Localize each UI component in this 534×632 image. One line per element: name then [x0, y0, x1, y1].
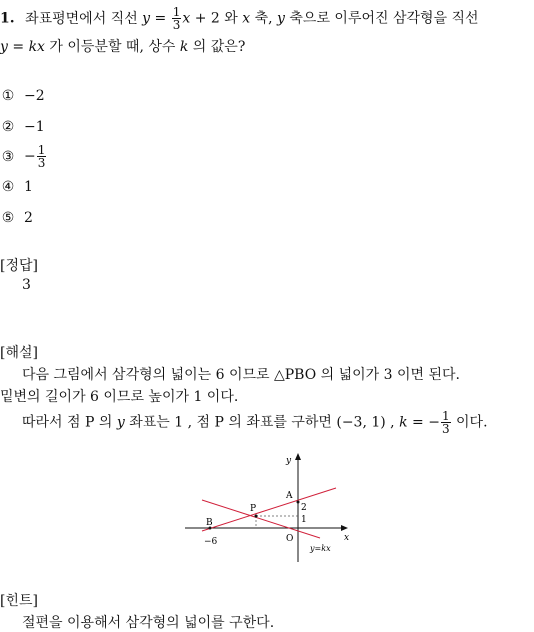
- choice-marker: ⑤: [1, 210, 15, 226]
- problem-number: 1.: [0, 10, 15, 27]
- choice-marker: ④: [1, 179, 15, 195]
- explanation-text: 좌표는 1 , 점 P 의 좌표를 구하면 (−3, 1) ,: [124, 414, 400, 431]
- problem-text: 좌표평면에서 직선: [25, 10, 143, 27]
- math-var: y: [116, 414, 125, 431]
- fraction: [441, 410, 451, 435]
- choice-2[interactable]: [0, 119, 45, 135]
- label-o: O: [286, 534, 294, 544]
- fraction-denominator: 3: [37, 156, 46, 170]
- math-op: = −: [407, 414, 440, 431]
- math-var: y: [142, 10, 151, 27]
- problem-text: 가 이등분할 때, 상수: [44, 39, 180, 55]
- point-p: [255, 515, 258, 518]
- choice-3[interactable]: [0, 144, 47, 169]
- choice-1[interactable]: [0, 88, 45, 104]
- hint-text: 절편을 이용해서 삼각형의 넓이를 구한다.: [22, 615, 275, 631]
- fraction: [37, 144, 47, 169]
- explanation-text: 이다.: [451, 414, 488, 431]
- problem-line-1: [0, 6, 479, 31]
- answer-value: 3: [22, 277, 31, 293]
- choice-sign: −: [24, 148, 36, 165]
- math-var: k: [399, 414, 408, 431]
- x-axis-arrow: [341, 525, 348, 531]
- fraction-numerator: 1: [37, 143, 46, 157]
- math-var: k: [179, 39, 189, 55]
- explanation-label: [해설]: [0, 345, 38, 361]
- math-op: =: [150, 10, 171, 27]
- tick-label-2: 2: [301, 503, 307, 513]
- math-var: y: [0, 39, 8, 55]
- math-op: =: [7, 39, 29, 55]
- y-axis-arrow: [295, 453, 301, 460]
- line-label-y-kx: y=kx: [310, 544, 331, 553]
- choice-4[interactable]: [0, 179, 33, 195]
- choice-value: 2: [24, 210, 33, 226]
- tick-label-neg6: −6: [204, 537, 218, 547]
- math-var: x: [242, 10, 251, 27]
- coordinate-figure: [180, 450, 360, 570]
- fraction-numerator: 1: [172, 5, 181, 19]
- explanation-p2: 밑변의 길이가 6 이므로 높이가 1 이다.: [0, 389, 239, 405]
- choice-value: 1: [24, 179, 33, 195]
- hint-label: [힌트]: [0, 593, 38, 609]
- explanation-p3: [22, 410, 488, 435]
- fraction-denominator: 3: [441, 422, 450, 436]
- x-axis-label: x: [344, 533, 350, 543]
- problem-text: 축으로 이루어진 삼각형을 직선: [284, 10, 479, 27]
- explanation-p1: 다음 그림에서 삼각형의 넓이는 6 이므로 △PBO 의 넓이가 3 이면 된다.: [22, 367, 461, 383]
- problem-text: + 2 와: [190, 10, 243, 27]
- problem-text: 의 값은?: [188, 39, 246, 55]
- label-b: B: [206, 518, 213, 528]
- math-var: kx: [28, 39, 45, 55]
- choice-marker: ①: [1, 88, 15, 104]
- fraction-numerator: 1: [441, 409, 450, 423]
- choice-value: −2: [24, 88, 45, 104]
- choice-value: −1: [24, 119, 45, 135]
- math-var: y: [277, 10, 285, 27]
- problem-text: 축,: [250, 10, 278, 27]
- choice-marker: ②: [1, 119, 15, 135]
- y-axis-label: y: [286, 456, 292, 466]
- label-p: P: [250, 504, 257, 514]
- answer-label: [정답]: [0, 258, 38, 274]
- fraction-denominator: 3: [172, 18, 181, 32]
- math-var: x: [182, 10, 191, 27]
- line-y-third-x-plus-2: [202, 488, 336, 531]
- fraction: [172, 6, 182, 31]
- problem-line-2: [0, 36, 245, 56]
- explanation-text: 따라서 점 P 의: [22, 414, 117, 431]
- point-a: [297, 501, 300, 504]
- label-a: A: [286, 491, 293, 501]
- choice-marker: ③: [1, 148, 15, 165]
- tick-label-1: 1: [301, 515, 307, 525]
- choice-5[interactable]: [0, 210, 33, 226]
